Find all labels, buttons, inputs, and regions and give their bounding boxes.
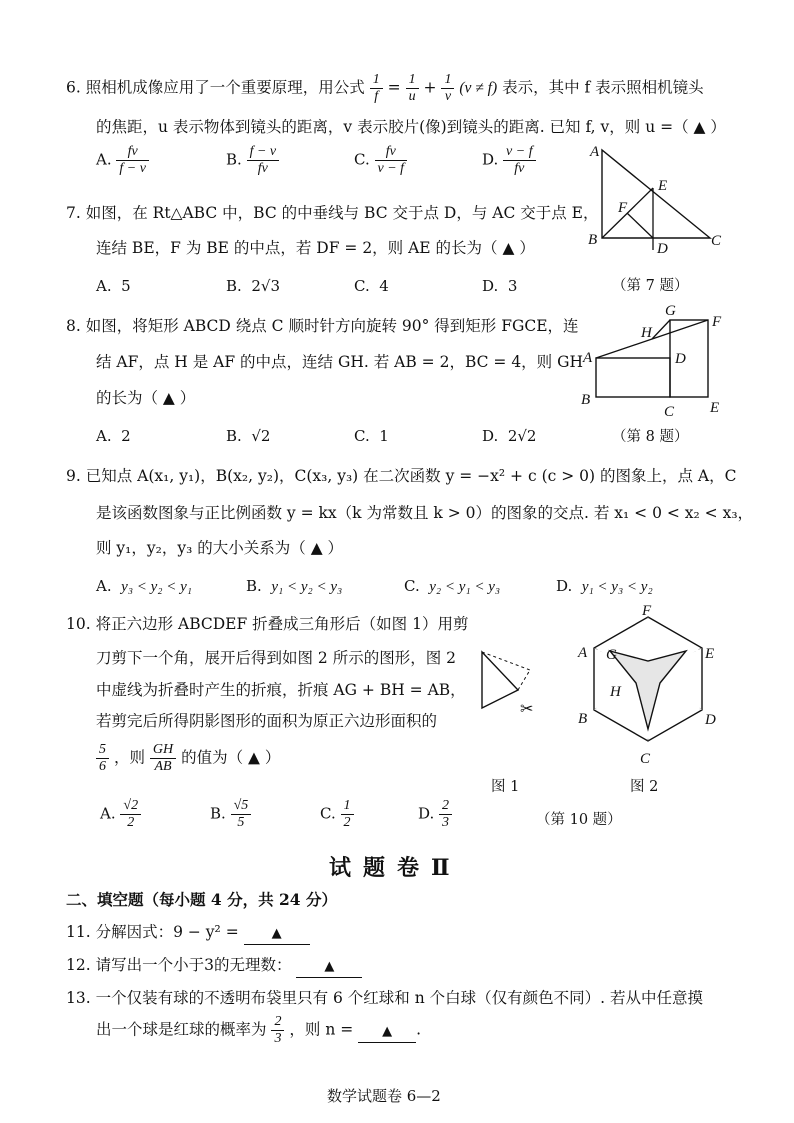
q8-label-e: E bbox=[710, 400, 720, 416]
q6-line1 bbox=[66, 72, 704, 105]
q6-frac-v: $\frac{1}{v}$ bbox=[441, 72, 454, 105]
q11-line bbox=[66, 922, 310, 945]
q10-caption: （第 10 题） bbox=[536, 812, 622, 828]
q7-number: 7. bbox=[66, 204, 81, 222]
q13-line2: 出一个球是红球的概率为 $\frac{2}{3}$ ，则 n = ▲ . bbox=[96, 1014, 422, 1046]
q13-line1 bbox=[66, 988, 703, 1008]
q7-option-c: C. 4 bbox=[354, 277, 389, 295]
q7-label-a: A bbox=[590, 144, 600, 160]
q8-option-a: A. 2 bbox=[96, 427, 131, 445]
q10-option-b: B. $\frac{√5}{5}$ bbox=[210, 798, 251, 831]
q7-label-b: B bbox=[588, 232, 598, 248]
q8-label-h: H bbox=[641, 325, 652, 341]
q6-frac-u: $\frac{1}{u}$ bbox=[406, 72, 419, 105]
q9-option-c: C. y₂ < y₁ < y₃ bbox=[404, 577, 501, 595]
q11-number: 11. bbox=[66, 923, 91, 941]
q6-eq: = bbox=[387, 78, 401, 97]
q6-line2: 的焦距，u 表示物体到镜头的距离，v 表示胶片(像)到镜头的距离. 已知 f, v，则 u =（ ▲ ） bbox=[96, 118, 726, 136]
q8-rectangle-abcd bbox=[596, 358, 670, 397]
q10-number: 10. bbox=[66, 615, 91, 633]
q6-text-b: 表示，其中 f 表示照相机镜头 bbox=[502, 78, 704, 97]
q11-text: 分解因式：9 − y² = bbox=[95, 923, 239, 941]
q10-fig1-cut-line bbox=[482, 652, 530, 670]
q9-line1 bbox=[66, 466, 736, 486]
q7-figure bbox=[580, 140, 730, 265]
q6-option-c: C. $\frac{fv}{v - f}$ bbox=[354, 144, 407, 177]
q6-condition: (v ≠ f) bbox=[459, 79, 498, 97]
q10-label-c: C bbox=[640, 751, 651, 767]
q13-answer-blank[interactable]: ▲ bbox=[358, 1022, 416, 1043]
q10-label-d: D bbox=[705, 712, 716, 728]
q10-label-f: F bbox=[642, 603, 652, 619]
q13-text-1: 一个仅装有球的不透明布袋里只有 6 个红球和 n 个白球（仅有颜色不同）. 若从中任意摸 bbox=[95, 989, 704, 1007]
q10-figure-1 bbox=[470, 640, 550, 720]
page-footer: 数学试题卷 6—2 bbox=[327, 1087, 441, 1105]
q12-line bbox=[66, 955, 362, 978]
section2-heading: 二、填空题（每小题 4 分，共 24 分） bbox=[66, 890, 337, 909]
q10-fig1-cut-line-2 bbox=[518, 670, 530, 690]
q12-text: 请写出一个小于3的无理数： bbox=[95, 956, 292, 974]
q7-label-c: C bbox=[711, 233, 722, 249]
q9-option-b: B. y₁ < y₂ < y₃ bbox=[246, 577, 343, 595]
q8-option-d: D. 2√2 bbox=[482, 427, 537, 445]
q7-line1 bbox=[66, 203, 599, 223]
q8-label-f: F bbox=[712, 314, 722, 330]
q10-figure-2 bbox=[574, 603, 724, 768]
q9-line3: 则 y₁，y₂，y₃ 的大小关系为（ ▲ ） bbox=[96, 539, 344, 557]
q10-line1 bbox=[66, 614, 468, 634]
q7-triangle-abc bbox=[602, 150, 710, 238]
q9-option-a: A. y₃ < y₂ < y₁ bbox=[96, 577, 193, 595]
q12-answer-blank[interactable]: ▲ bbox=[296, 957, 362, 978]
q12-number: 12. bbox=[66, 956, 91, 974]
q8-label-b: B bbox=[581, 392, 591, 408]
q9-option-d: D. y₁ < y₃ < y₂ bbox=[556, 577, 653, 595]
q8-caption: （第 8 题） bbox=[612, 429, 689, 445]
q8-label-g: G bbox=[665, 303, 676, 319]
q10-frac-five-sixths: $\frac{5}{6}$ bbox=[96, 742, 109, 775]
q11-answer-blank[interactable]: ▲ bbox=[244, 924, 310, 945]
q7-text-1: 如图，在 Rt△ABC 中，BC 的中垂线与 BC 交于点 D，与 AC 交于点 E， bbox=[85, 204, 599, 222]
q9-line2: 是该函数图象与正比例函数 y = kx（k 为常数且 k > 0）的图象的交点. 若 x₁ < 0 < x₂ < x₃， bbox=[96, 504, 754, 522]
q10-line2: 刀剪下一个角，展开后得到如图 2 所示的图形，图 2 bbox=[96, 649, 457, 667]
q7-label-e: E bbox=[658, 178, 668, 194]
q13-number: 13. bbox=[66, 989, 91, 1007]
q6-text-a: 照相机成像应用了一个重要原理，用公式 bbox=[85, 78, 365, 97]
q10-text-1: 将正六边形 ABCDEF 折叠成三角形后（如图 1）用剪 bbox=[95, 615, 469, 633]
q8-line2: 结 AF，点 H 是 AF 的中点，连结 GH. 若 AB = 2，BC = 4，则 GH bbox=[96, 353, 584, 371]
q8-label-d: D bbox=[675, 351, 686, 367]
q7-caption: （第 7 题） bbox=[612, 278, 689, 294]
q6-option-b: B. $\frac{f - v}{fv}$ bbox=[226, 144, 279, 177]
q7-option-a: A. 5 bbox=[96, 277, 131, 295]
q7-option-d: D. 3 bbox=[482, 277, 518, 295]
q10-option-c: C. $\frac{1}{2}$ bbox=[320, 798, 354, 831]
q10-fig2-caption: 图 2 bbox=[630, 779, 659, 795]
q7-segment-df bbox=[627, 213, 653, 238]
q8-label-a: A bbox=[583, 350, 593, 366]
q8-number: 8. bbox=[66, 317, 81, 335]
q6-number: 6. bbox=[66, 78, 81, 97]
q10-line5: $\frac{5}{6}$ ，则 $\frac{GH}{AB}$ 的值为（ ▲ ） bbox=[96, 742, 280, 775]
q10-label-h: H bbox=[610, 684, 621, 700]
q6-option-a: A. $\frac{fv}{f - v}$ bbox=[96, 144, 149, 177]
q10-fig1-caption: 图 1 bbox=[491, 779, 520, 795]
q8-option-b: B. √2 bbox=[226, 427, 271, 445]
q10-fig1-triangle bbox=[482, 652, 518, 708]
q6-option-d: D. $\frac{v - f}{fv}$ bbox=[482, 144, 536, 177]
q10-label-e: E bbox=[705, 646, 715, 662]
q10-label-g: G bbox=[606, 647, 617, 663]
q8-figure bbox=[578, 300, 728, 422]
q10-label-a: A bbox=[578, 645, 588, 661]
q10-label-b: B bbox=[578, 711, 588, 727]
q10-line4: 若剪完后所得阴影图形的面积为原正六边形面积的 bbox=[96, 712, 438, 730]
q8-line3: 的长为（ ▲ ） bbox=[96, 389, 196, 407]
q9-number: 9. bbox=[66, 467, 81, 485]
section-title: 试题卷Ⅱ bbox=[329, 855, 462, 881]
q13-frac-two-thirds: $\frac{2}{3}$ bbox=[271, 1014, 284, 1047]
q8-label-c: C bbox=[664, 404, 675, 420]
q10-option-d: D. $\frac{2}{3}$ bbox=[418, 798, 452, 831]
q6-frac-f: $\frac{1}{f}$ bbox=[370, 72, 383, 105]
q9-text-1: 已知点 A(x₁, y₁)，B(x₂, y₂)，C(x₃, y₃) 在二次函数 y = −x² + c (c > 0) 的图象上，点 A，C bbox=[85, 467, 737, 485]
q7-label-f: F bbox=[618, 200, 628, 216]
q8-line1 bbox=[66, 316, 579, 336]
q7-option-b: B. 2√3 bbox=[226, 277, 280, 295]
q8-option-c: C. 1 bbox=[354, 427, 389, 445]
q7-line2: 连结 BE，F 为 BE 的中点，若 DF = 2，则 AE 的长为（ ▲ ） bbox=[96, 239, 535, 257]
q7-label-d: D bbox=[657, 241, 668, 257]
q8-text-1: 如图，将矩形 ABCD 绕点 C 顺时针方向旋转 90° 得到矩形 FGCE，连 bbox=[85, 317, 579, 335]
scissors-icon: ✂ bbox=[520, 701, 534, 718]
q6-plus: + bbox=[423, 78, 437, 97]
q10-line3: 中虚线为折叠时产生的折痕，折痕 AG + BH = AB， bbox=[96, 681, 466, 699]
q10-option-a: A. $\frac{√2}{2}$ bbox=[100, 798, 141, 831]
q10-ratio-gh-ab: $\frac{GH}{AB}$ bbox=[150, 742, 176, 775]
